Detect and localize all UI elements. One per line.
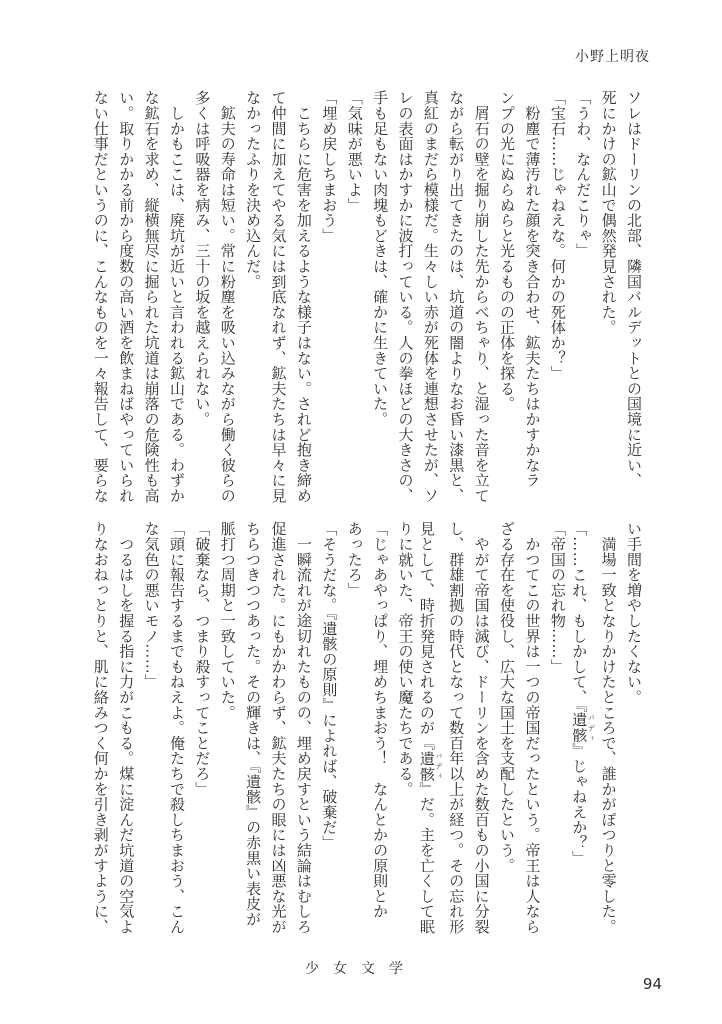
text-column: あったろ」 bbox=[345, 521, 364, 598]
text-column: 「じゃあやっぱり、埋めちまおう！ なんとかの原則とか bbox=[371, 521, 390, 919]
text-column: ソレはドーリンの北部、隣国バルデットとの国境に近い、 bbox=[625, 90, 643, 488]
text-column: つるはしを握る指に力がこもる。煤に淀んだ坑道の空気よ bbox=[117, 521, 136, 935]
text-column: 「頭に報告するまでもねえよ。俺たちで殺しちまおう、こん bbox=[167, 521, 186, 935]
text-column: し、群雄割拠の時代となって数百年以上が経つ。その忘れ形 bbox=[447, 521, 466, 935]
magazine-title: 少女文学 bbox=[305, 961, 417, 977]
text-column: 「そうだな。『遺骸の原則』によれば、破棄だ」 bbox=[320, 521, 339, 851]
text-column: 「宝石……じゃねえな。何かの死体か？」 bbox=[548, 90, 567, 381]
author-name: 小野上明夜 bbox=[575, 49, 650, 65]
text-column: 粉塵で薄汚れた顔を突き合わせ、鉱夫たちはかすかなラ bbox=[523, 90, 542, 488]
body-text-upper bbox=[86, 90, 646, 504]
page-number: 94 bbox=[642, 975, 662, 993]
body-text-lower bbox=[86, 521, 646, 936]
text-column: 鉱夫の寿命は短い。常に粉塵を吸い込みながら働く彼らの bbox=[218, 90, 237, 504]
text-column: 真紅のまだら模様だ。生々しい赤が死体を連想させたが、ソ bbox=[421, 90, 440, 504]
text-column: ちらつきつつあった。その輝きは、『遺骸』の赤黒い表皮が bbox=[244, 521, 263, 927]
text-column: 「埋め戻しちまおう」 bbox=[320, 90, 339, 243]
text-column: かつてこの世界は一つの帝国だったという。帝王は人なら bbox=[523, 521, 542, 935]
text-column: 「気味が悪いよ」 bbox=[345, 90, 364, 213]
text-column: りなおねっとりと、肌に絡みつく何かを引き剥がすように、 bbox=[91, 521, 110, 935]
text-column: 満場一致となりかけたところで、誰かがぽつりと零した。 bbox=[599, 521, 618, 935]
ruby-term: 遺骸 バディ bbox=[417, 750, 443, 782]
text-column: 手も足もない肉塊もどきは、確かに生きていた。 bbox=[371, 90, 390, 427]
text-column: 多くは呼吸器を病み、三十の坂を越えられない。 bbox=[193, 90, 212, 427]
text-column: レの表面はかすかに波打っている。人の拳ほどの大きさの、 bbox=[396, 90, 415, 504]
text-column: 死にかけの鉱山で偶然発見された。 bbox=[599, 90, 618, 335]
text-column: 「破棄なら、つまり殺すってことだろ」 bbox=[193, 521, 212, 797]
text-column: 「うわ、なんだこりゃ」 bbox=[574, 90, 593, 259]
text-column: な鉱石を求め、縦横無尽に掘られた坑道は崩落の危険性も高 bbox=[142, 90, 161, 504]
text-column: 脈打つ周期と一致していた。 bbox=[218, 521, 237, 720]
text-column: 「……これ、もしかして、『遺骸 バディ』じゃねえか？」 bbox=[570, 521, 596, 866]
text-column: 見として、時折発見されるのが『遺骸 バディ』だ。主を亡くして眠 bbox=[417, 521, 443, 935]
text-column: 「帝国の忘れ物……」 bbox=[548, 521, 567, 674]
ruby-term: 遺骸 バディ bbox=[570, 712, 596, 744]
text-column: なかったふりを決め込んだ。 bbox=[244, 90, 263, 289]
text-column: ながら転がり出てきたのは、坑道の闇よりなお昏い漆黒と、 bbox=[447, 90, 466, 504]
text-column: 促進された。にもかかわらず、鉱夫たちの眼には凶悪な光が bbox=[269, 521, 288, 935]
text-column: こちらに危害を加えるような様子はない。されど抱き締め bbox=[294, 90, 313, 504]
text-column: ざる存在を使役し、広大な国土を支配したという。 bbox=[498, 521, 517, 873]
text-column: ない仕事だというのに、こんなものを一々報告して、要らな bbox=[91, 90, 110, 504]
text-column: りに就いた、帝王の使い魔たちである。 bbox=[396, 521, 415, 797]
text-column: 屑石の壁を掘り崩した先からべちゃり、と湿った音を立て bbox=[472, 90, 491, 504]
text-column: 一瞬流れが途切れたものの、埋め戻すという結論はむしろ bbox=[294, 521, 313, 935]
text-column: やがて帝国は滅び、ドーリンを含めた数百もの小国に分裂 bbox=[472, 521, 491, 935]
text-column: て仲間に加えてやる気には到底なれず、鉱夫たちは早々に見 bbox=[269, 90, 288, 504]
text-column: しかもここは、廃坑が近いと言われる鉱山である。わずか bbox=[167, 90, 186, 504]
text-column: ンプの光にぬらぬらと光るものの正体を探る。 bbox=[498, 90, 517, 412]
text-column: な気色の悪いモノ……」 bbox=[142, 521, 161, 690]
text-column: い。取りかかる前から度数の高い酒を飲まねばやっていられ bbox=[117, 90, 136, 504]
text-column: い手間を増やしたくない。 bbox=[625, 521, 643, 705]
